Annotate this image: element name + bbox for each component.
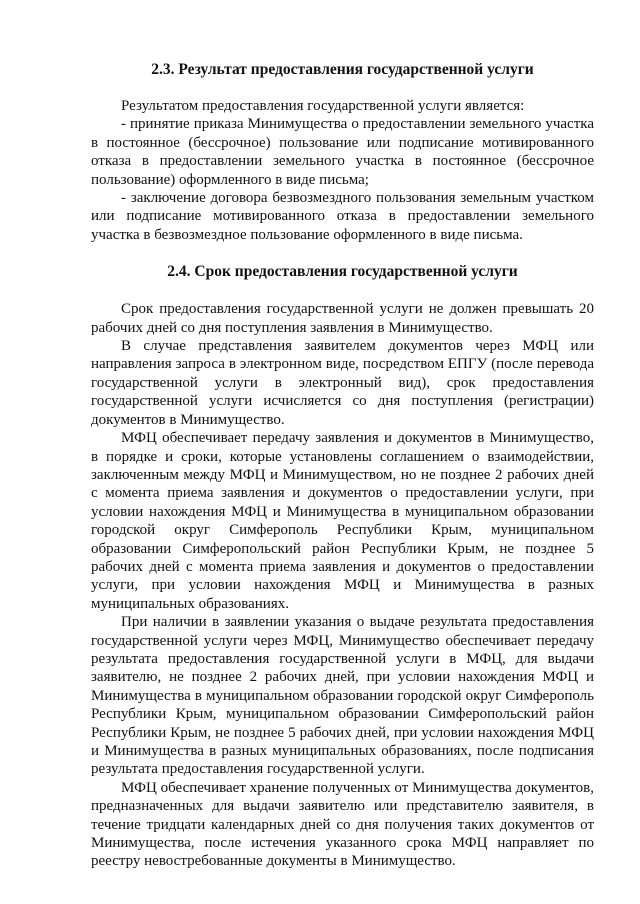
section-2-3-body: [91, 97, 594, 244]
section-2-4-body: [91, 300, 594, 871]
section-heading-2-4: 2.4. Срок предоставления государственной услуги: [167, 263, 518, 281]
paragraph: МФЦ обеспечивает хранение полученных от Минимущества документов, предназначенных для выдачи заявителю или представителю заявителя, в течение тридцати календарных дней со дня получения таких документов от Минимущества, после истечения указанного срока МФЦ направляет по реестру невостребованные документы в Минимущество.: [91, 779, 594, 870]
paragraph: Срок предоставления государственной услуги не должен превышать 20 рабочих дней со дня поступления заявления в Минимущество.: [91, 301, 594, 336]
paragraph: - принятие приказа Минимущества о предоставлении земельного участка в постоянное (бессрочное) пользование или подписание мотивированного отказа в предоставлении земельного участка в постоянное (бессрочное пользование) оформленного в виде письма;: [91, 116, 594, 188]
section-heading-2-3: 2.3. Результат предоставления государственной услуги: [151, 61, 534, 78]
paragraph: При наличии в заявлении указания о выдаче результата предоставления государственной услуги через МФЦ, Минимущество обеспечивает передачу результата предоставления государственной услуги в МФЦ, для выдачи заявителю, не позднее 2 рабочих дней, при условии нахождения МФЦ и Минимущества в муниципальном образовании городской округ Симферополь Республики Крым, муниципальном образовании Симферопольский район Республики Крым, не позднее 5 рабочих дней, при условии нахождения МФЦ и Минимущества в разных муниципальных образованиях, после подписания результата предоставления государственной услуги.: [91, 614, 594, 778]
paragraph: МФЦ обеспечивает передачу заявления и документов в Минимущество, в порядке и сроки, которые установлены соглашением о взаимодействии, заключенным между МФЦ и Минимуществом, но не позднее 2 рабочих дней с момента приема заявления и документов о предоставлении услуги, при условии нахождения МФЦ и Минимущества в муниципальном образовании городской округ Симферополь Республики Крым, муниципальном образовании Симферопольский район Республики Крым, не позднее 5 рабочих дней с момента приема заявления и документов о предоставлении услуги, при условии нахождения МФЦ и Минимущества в разных муниципальных образованиях.: [91, 430, 594, 612]
paragraph: - заключение договора безвозмездного пользования земельным участком или подписание мотивированного отказа в предоставлении земельного участка в безвозмездное пользование оформленного в виде письма.: [91, 190, 594, 243]
paragraph: В случае представления заявителем документов через МФЦ или направления запроса в электронном виде, посредством ЕПГУ (после перевода государственной услуги в электронный вид), срок предоставления государственной услуги исчисляется со дня поступления (регистрации) документов в Минимущество.: [91, 338, 594, 428]
paragraph: Результатом предоставления государственной услуги является:: [121, 98, 525, 114]
